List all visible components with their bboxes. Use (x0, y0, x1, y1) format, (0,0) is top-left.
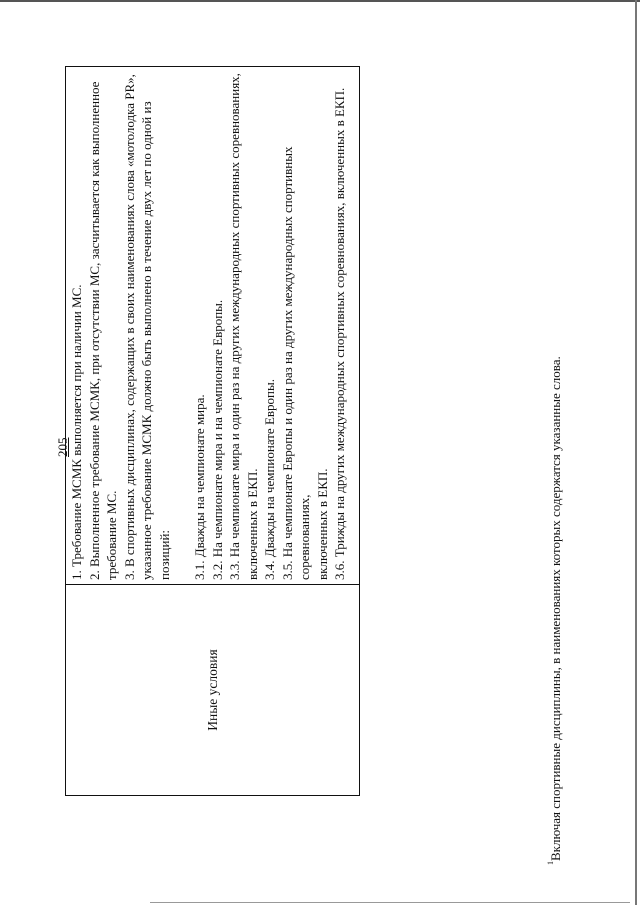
condition-line: требование МС. (104, 490, 119, 580)
footnote-marker: 1 (546, 861, 555, 865)
condition-line: указанное требование МСМК должно быть выполнено в течение двух лет по одной из позиций: (139, 101, 172, 580)
condition-line: 2. Выполненное требование МСМК, при отсутствии МС, засчитывается как выполненное (86, 81, 102, 580)
footnote (548, 245, 564, 865)
table-label: Иные условия (204, 649, 220, 731)
condition-line: включенных в ЕКП. (244, 468, 260, 580)
condition-line: 3.6. Трижды на других международных спортивных соревнованиях, включенных в ЕКП. (332, 87, 347, 580)
condition-line: 3.3. На чемпионате мира и один раз на других международных спортивных соревнованиях, (227, 73, 242, 580)
condition-line: 3.2. На чемпионате мира и на чемпионате Европы. (209, 299, 225, 580)
table-label-cell (66, 585, 359, 795)
page-number: 205 (55, 437, 70, 457)
conditions-list (68, 70, 349, 580)
spacer (173, 70, 191, 580)
column-divider (66, 584, 359, 585)
conditions-table (65, 66, 360, 796)
condition-line: 3.1. Дважды на чемпионате мира. (192, 394, 207, 580)
condition-line: 3. В спортивных дисциплинах, содержащих в своих наименованиях слова «мотолодка PR», (121, 74, 137, 580)
condition-line: 3.4. Дважды на чемпионате Европы. (262, 379, 277, 580)
condition-line: включенных в ЕКП. (314, 468, 330, 580)
condition-line: 1. Требование МСМК выполняется при наличии МС. (69, 284, 84, 580)
condition-line: 3.5. На чемпионате Европы и один раз на других международных спортивных соревнованиях, (279, 146, 312, 580)
footnote-text: Включая спортивные дисциплины, в наименованиях которых содержатся указанные слова. (548, 356, 563, 861)
